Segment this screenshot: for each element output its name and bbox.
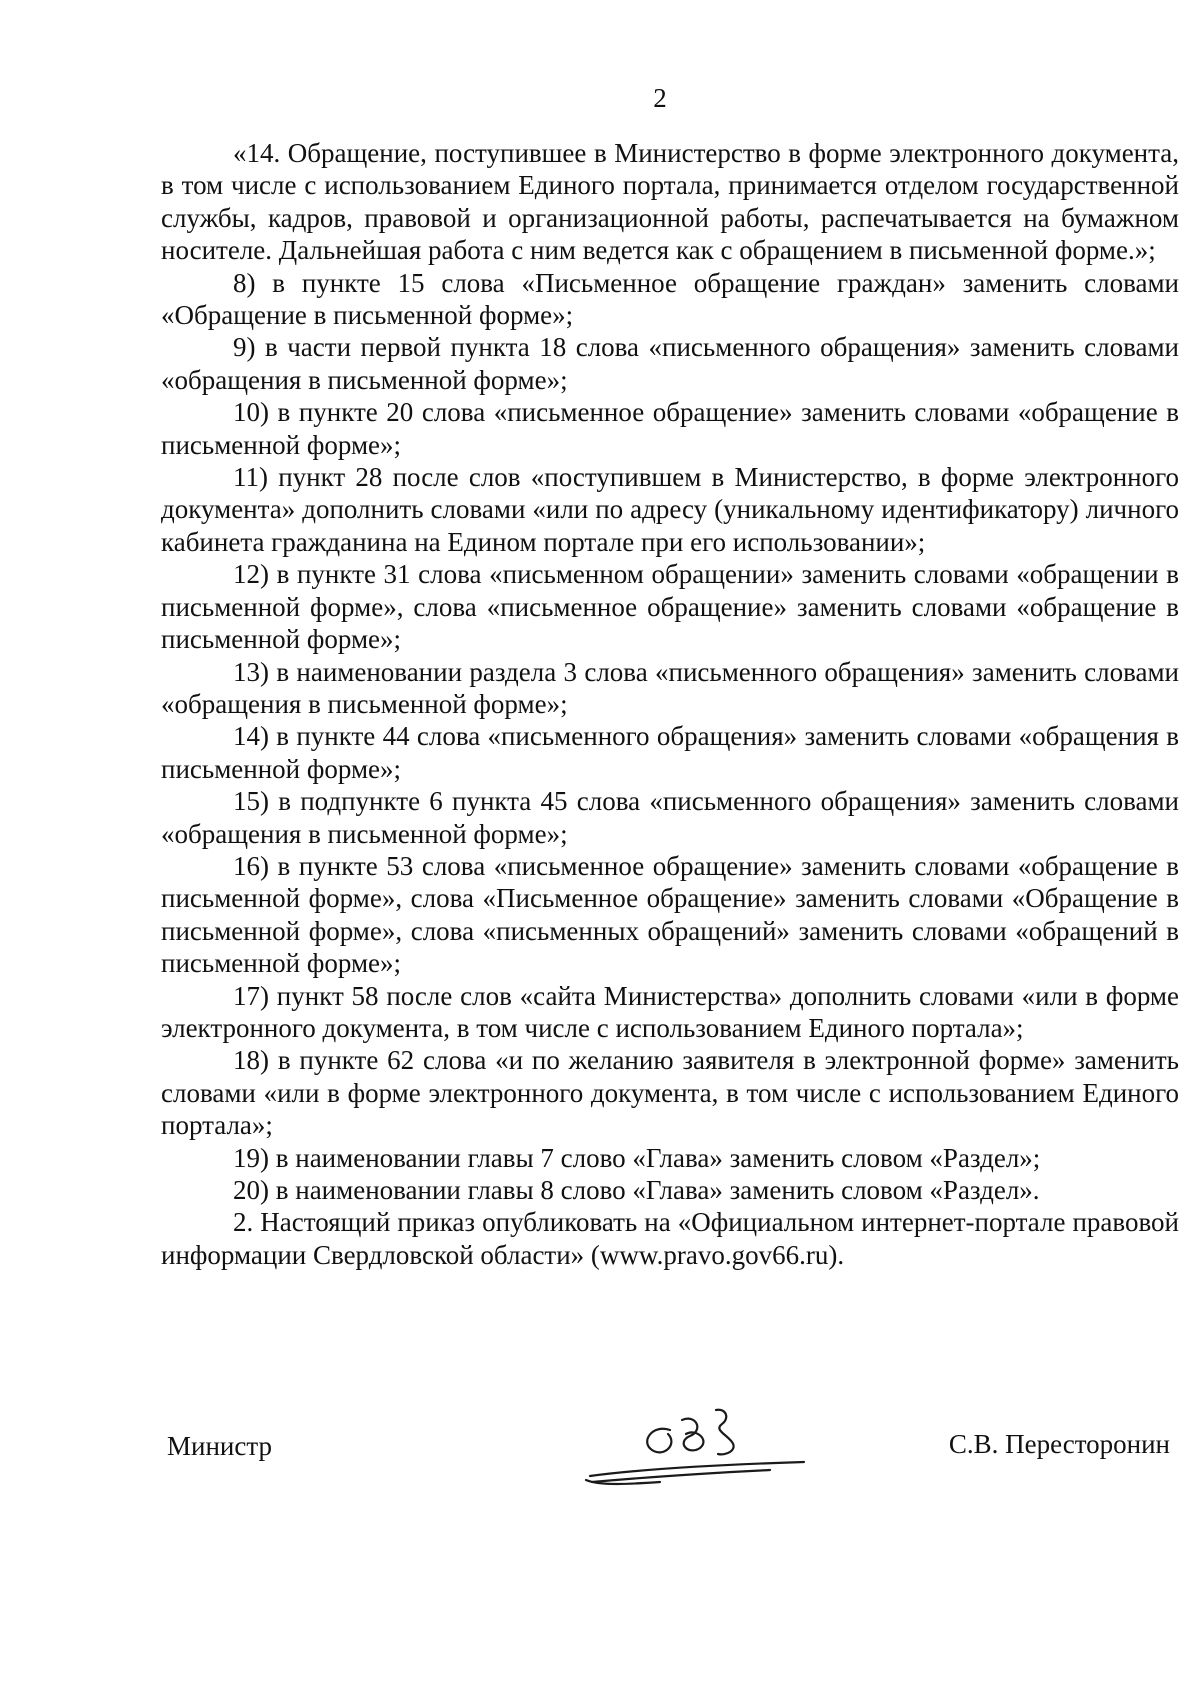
paragraph-item-11: 11) пункт 28 после слов «поступившем в Министерство, в форме электронного документа» дополнить словами «или по адресу (уникальному идентификатору) личного кабинета гражданина на Едином портале при его использовании»; <box>161 462 1179 557</box>
paragraph-item-8: 8) в пункте 15 слова «Письменное обращение граждан» заменить словами «Обращение в письменной форме»; <box>161 267 1179 331</box>
paragraph-item-15: 15) в подпункте 6 пункта 45 слова «письменного обращения» заменить словами «обращения в письменной форме»; <box>161 786 1179 849</box>
signatory-name: С.В. Пересторонин <box>948 1429 1170 1459</box>
paragraph-item-12: 12) в пункте 31 слова «письменном обращении» заменить словами «обращении в письменной форме», слова «письменное обращение» заменить словами «обращение в письменной форме»; <box>161 559 1179 655</box>
paragraph-item-17: 17) пункт 58 после слов «сайта Министерства» дополнить словами «или в форме электронного документа, в том числе с использованием Единого портала»; <box>161 980 1179 1043</box>
page-number: 2 <box>653 83 667 113</box>
signature-icon <box>540 1390 860 1510</box>
paragraph-item-9: 9) в части первой пункта 18 слова «письменного обращения» заменить словами «обращения в письменной форме»; <box>161 332 1179 395</box>
document-body <box>161 137 1179 1271</box>
paragraph-item-19: 19) в наименовании главы 7 слово «Глава» заменить словом «Раздел»; <box>233 1142 1041 1173</box>
paragraph-publication: 2. Настоящий приказ опубликовать на «Официальном интернет-портале правовой информации Свердловской области» (www.pravo.gov66.ru). <box>161 1207 1179 1270</box>
paragraph-item-20: 20) в наименовании главы 8 слово «Глава» заменить словом «Раздел». <box>233 1175 1040 1205</box>
paragraph-item-18: 18) в пункте 62 слова «и по желанию заявителя в электронной форме» заменить словами «или в форме электронного документа, в том числе с использованием Единого портала»; <box>161 1045 1179 1141</box>
paragraph-item-13: 13) в наименовании раздела 3 слова «письменного обращения» заменить словами «обращения в письменной форме»; <box>161 656 1179 719</box>
signatory-title: Министр <box>167 1431 272 1461</box>
paragraph-item-14: «14. Обращение, поступившее в Министерство в форме электронного документа, в том числе с использованием Единого портала, принимается отделом государственной службы, кадров, правовой и организационной работы, распечатывается на бумажном носителе. Дальнейшая работа с ним ведется как с обращением в письменной форме.»; <box>161 138 1179 266</box>
paragraph-item-14b: 14) в пункте 44 слова «письменного обращения» заменить словами «обращения в письменной форме»; <box>161 721 1179 784</box>
paragraph-item-10: 10) в пункте 20 слова «письменное обращение» заменить словами «обращение в письменной форме»; <box>161 397 1179 460</box>
paragraph-item-16: 16) в пункте 53 слова «письменное обращение» заменить словами «обращение в письменной форме», слова «Письменное обращение» заменить словами «Обращение в письменной форме», слова «письменных обращений» заменить словами «обращений в письменной форме»; <box>161 850 1179 979</box>
